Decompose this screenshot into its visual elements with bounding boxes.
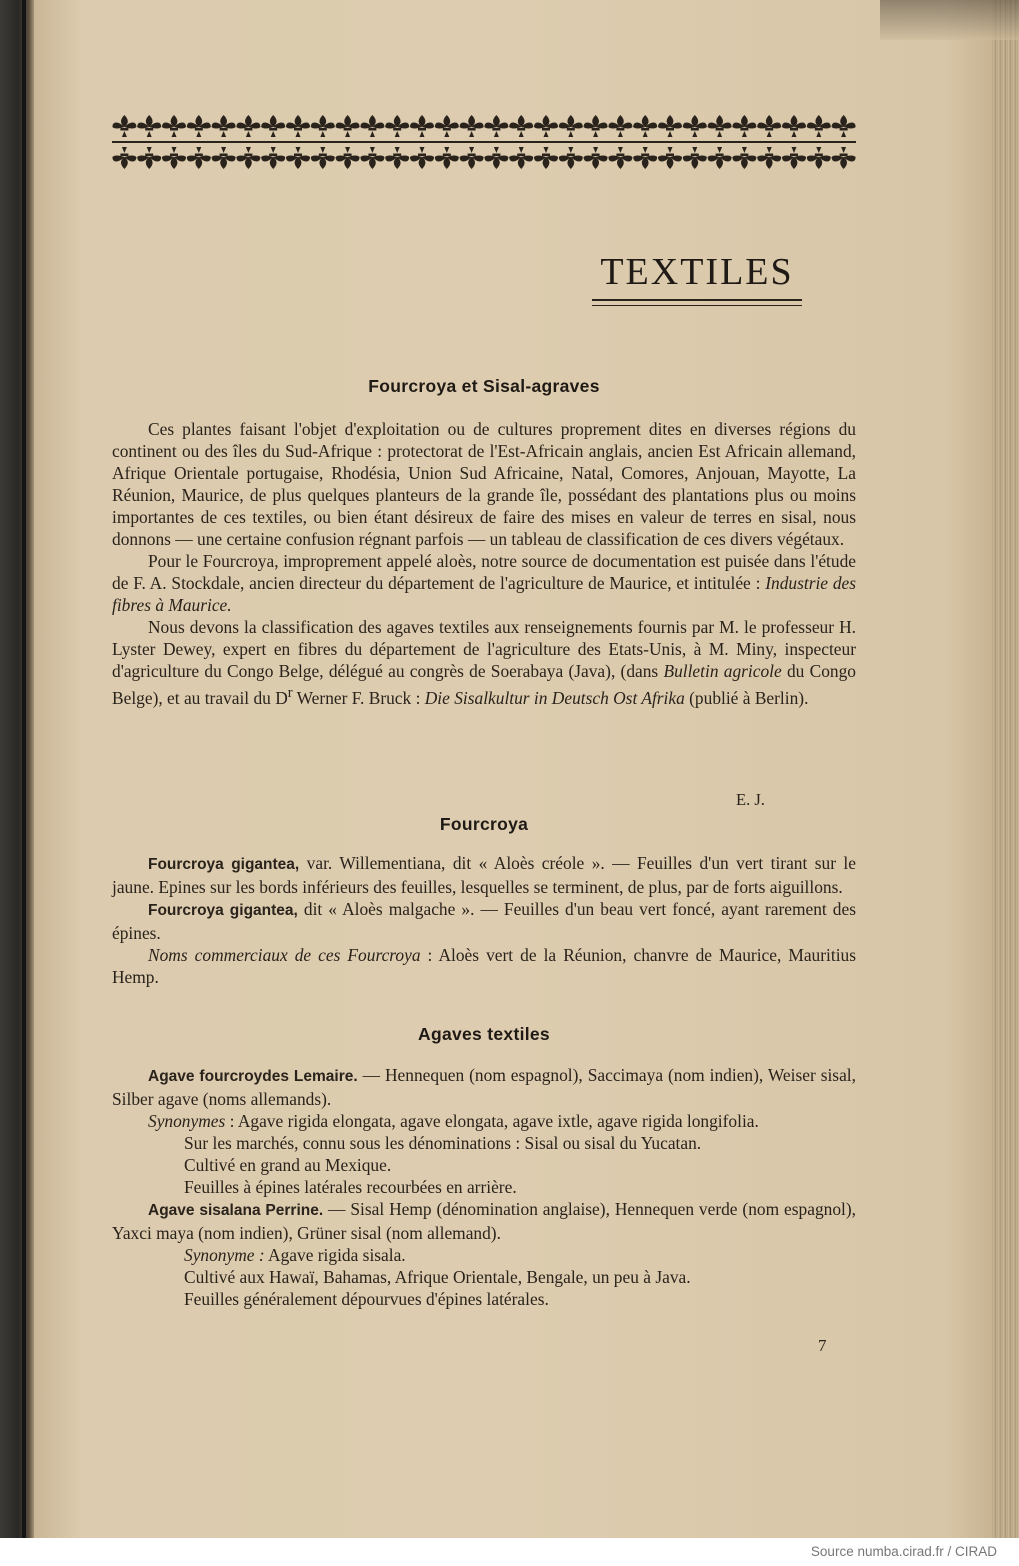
- fleuron-icon: [509, 147, 533, 169]
- agave-sisalana-entry: Agave sisalana Perrine. — Sisal Hemp (dénomination anglaise), Hennequen verde (nom espagnol), Yaxci maya (nom indien), Grüner sisal (nom allemand).: [112, 1199, 857, 1243]
- author-signature: E. J.: [736, 790, 765, 809]
- agave-sisalana-cultivation: Cultivé aux Hawaï, Bahamas, Afrique Orientale, Bengale, un peu à Java.: [184, 1267, 691, 1287]
- fleuron-icon: [137, 115, 161, 137]
- fleuron-icon: [236, 147, 260, 169]
- fleuron-icon: [336, 147, 360, 169]
- agave-fourcroydes-entry: Agave fourcroydes Lemaire. — Hennequen (nom espagnol), Saccimaya (nom indien), Weiser sisal, Silber agave (noms allemands).: [112, 1065, 856, 1109]
- corner-shadow: [880, 0, 1019, 40]
- fleuron-icon: [584, 115, 608, 137]
- source-credit: Source numba.cirad.fr / CIRAD: [810, 1544, 997, 1559]
- agave-fourcroydes-cultivation: Cultivé en grand au Mexique.: [184, 1155, 392, 1175]
- spine-gap: [22, 0, 26, 1538]
- fleuron-icon: [236, 115, 260, 137]
- fleuron-icon: [534, 115, 558, 137]
- fleuron-icon: [534, 147, 558, 169]
- intro-paragraph-3: Nous devons la classification des agaves textiles aux renseignements fournis par M. le professeur H. Lyster Dewey, expert en fibres du département de l'agriculture des Etats-Unis, à M. Miny, inspecteur d'agriculture du Congo Belge, délégué au congrès de Soerabaya (Java), (dans Bulletin agricole du Congo Belge), et au travail du $D^r$ Werner F. Bruck : Die Sisalkultur in Deutsch Ost Afrika (publié à Berlin).: [112, 617, 856, 708]
- agaves-text: [112, 1064, 856, 1310]
- section-heading-fourcroya: Fourcroya: [439, 814, 529, 834]
- fleuron-icon: [460, 147, 484, 169]
- fourcroya-paragraph-1: Fourcroya gigantea, var. Willementiana, dit « Aloès créole ». — Feuilles d'un vert tirant sur le jaune. Epines sur les bords inférieurs des feuilles, lesquelles se terminent, de plus, par de forts aiguillons.: [112, 853, 856, 897]
- fleuron-icon: [757, 115, 781, 137]
- fleuron-icon: [509, 115, 533, 137]
- fleuron-icon: [807, 115, 831, 137]
- intro-paragraph-2: Pour le Fourcroya, improprement appelé aloès, notre source de documentation est puisée dans l'étude de F. A. Stockdale, ancien directeur du département de l'agriculture de Maurice, et intitulée : Industrie des fibres à Maurice.: [112, 551, 856, 615]
- fleuron-icon: [112, 147, 136, 169]
- fleuron-icon: [484, 115, 508, 137]
- fleuron-icon: [162, 147, 186, 169]
- fleuron-icon: [410, 147, 434, 169]
- fleuron-icon: [608, 115, 632, 137]
- fleuron-icon: [608, 147, 632, 169]
- fleuron-icon: [112, 115, 136, 137]
- fleuron-icon: [360, 147, 384, 169]
- fleuron-icon: [336, 115, 360, 137]
- agave-sisalana-synonym: Synonyme : Agave rigida sisala.: [184, 1245, 406, 1265]
- agave-sisalana-leaves: Feuilles généralement dépourvues d'épines latérales.: [184, 1289, 549, 1309]
- fleuron-icon: [311, 147, 335, 169]
- fleuron-icon: [708, 147, 732, 169]
- fleuron-icon: [385, 147, 409, 169]
- fleuron-icon: [187, 115, 211, 137]
- fleuron-icon: [757, 147, 781, 169]
- fleuron-icon: [708, 115, 732, 137]
- fleuron-icon: [162, 115, 186, 137]
- fleuron-icon: [261, 147, 285, 169]
- intro-text: [112, 418, 856, 709]
- fleuron-icon: [633, 147, 657, 169]
- fleuron-icon: [732, 115, 756, 137]
- fleuron-icon: [559, 115, 583, 137]
- fleuron-icon: [633, 115, 657, 137]
- fleuron-icon: [832, 115, 856, 137]
- fleuron-ornament-band: [112, 112, 856, 172]
- fleuron-icon: [658, 147, 682, 169]
- fleuron-icon: [807, 147, 831, 169]
- fleuron-icon: [286, 147, 310, 169]
- fleuron-icon: [832, 147, 856, 169]
- fleuron-icon: [584, 147, 608, 169]
- fleuron-icon: [212, 147, 236, 169]
- fourcroya-text: [112, 852, 856, 988]
- fleuron-icon: [261, 115, 285, 137]
- title-underline: [592, 299, 802, 306]
- section-heading-fourcroya-sisal: Fourcroya et Sisal-agraves: [368, 376, 600, 396]
- fleuron-icon: [410, 115, 434, 137]
- fleuron-icon: [484, 147, 508, 169]
- section-heading-agaves: Agaves textiles: [418, 1024, 550, 1044]
- fleuron-icon: [311, 115, 335, 137]
- fleuron-icon: [683, 147, 707, 169]
- fleuron-icon: [559, 147, 583, 169]
- page-number: 7: [818, 1336, 827, 1355]
- agave-fourcroydes-leaves: Feuilles à épines latérales recourbées en arrière.: [184, 1177, 517, 1197]
- fleuron-icon: [435, 147, 459, 169]
- fleuron-icon: [732, 147, 756, 169]
- agave-fourcroydes-synonyms: Synonymes : Agave rigida elongata, agave elongata, agave ixtle, agave rigida longifolia.: [148, 1111, 759, 1131]
- fourcroya-paragraph-3: Noms commerciaux de ces Fourcroya : Aloès vert de la Réunion, chanvre de Maurice, Mauritius Hemp.: [112, 945, 856, 987]
- fleuron-icon: [137, 147, 161, 169]
- fleuron-icon: [385, 115, 409, 137]
- fleuron-icon: [286, 115, 310, 137]
- page-edges: [992, 0, 1019, 1538]
- fleuron-icon: [782, 115, 806, 137]
- book-spine: [0, 0, 34, 1538]
- intro-paragraph-1: Ces plantes faisant l'objet d'exploitation ou de cultures proprement dites en diverses régions du continent ou des îles du Sud-Afrique : protectorat de l'Est-Africain anglais, ancien Est Africain allemand, Afrique Orientale portugaise, Rhodésia, Union Sud Africaine, Natal, Comores, Anjouan, Mayotte, La Réunion, Maurice, de plus quelques planteurs de la grande île, possédant des plantations plus ou moins importantes de ces textiles, ou bien étant désireux de faire des mises en valeur de terres en sisal, nous donnons — une certaine confusion régnant parfois — un tableau de classification de ces divers végétaux.: [112, 419, 856, 549]
- fourcroya-paragraph-2: Fourcroya gigantea, dit « Aloès malgache ». — Feuilles d'un beau vert foncé, ayant rarement des épines.: [112, 899, 856, 943]
- fleuron-icon: [360, 115, 384, 137]
- fleuron-icon: [187, 147, 211, 169]
- fleuron-icon: [212, 115, 236, 137]
- fleuron-icon: [435, 115, 459, 137]
- fleuron-icon: [460, 115, 484, 137]
- agave-fourcroydes-market: Sur les marchés, connu sous les dénominations : Sisal ou sisal du Yucatan.: [184, 1133, 702, 1153]
- fleuron-icon: [658, 115, 682, 137]
- fleuron-icon: [782, 147, 806, 169]
- page-title: TEXTILES: [600, 251, 794, 293]
- fleuron-icon: [683, 115, 707, 137]
